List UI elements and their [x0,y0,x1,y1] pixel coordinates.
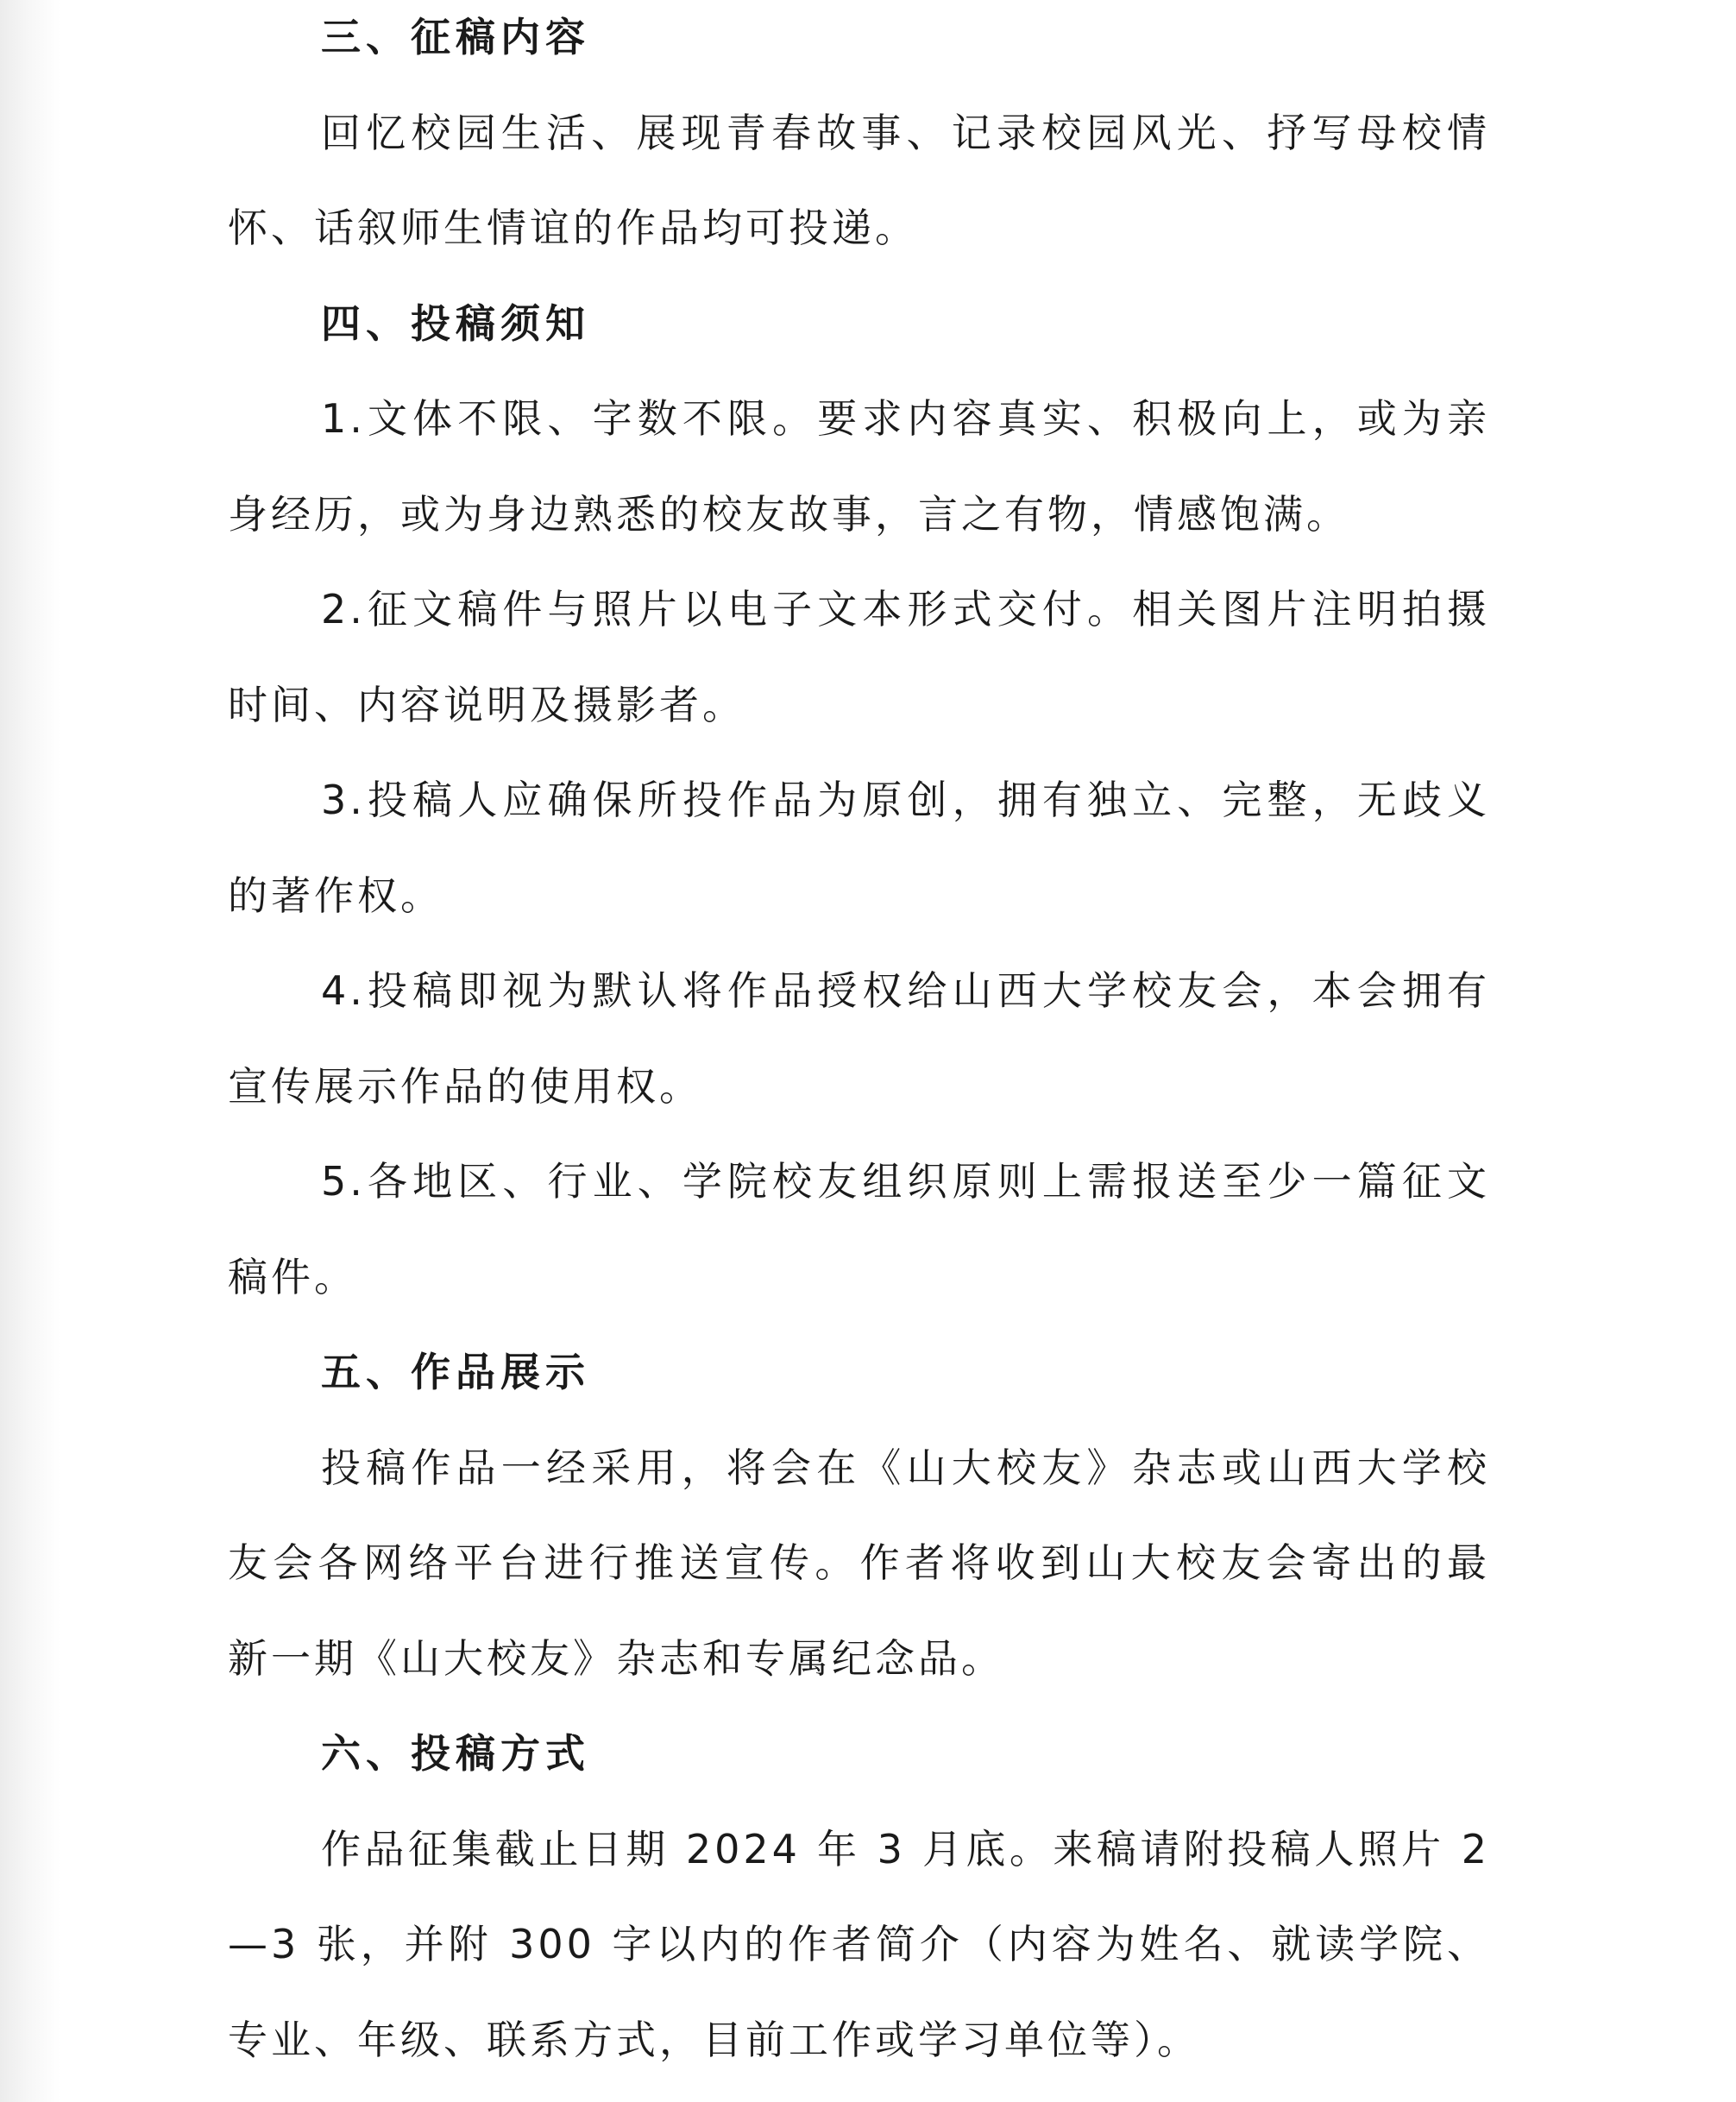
text-line: 怀、话叙师生情谊的作品均可投递。 [228,205,918,251]
text-line: 专业、年级、联系方式，目前工作或学习单位等）。 [228,2016,1200,2063]
paragraph [228,1802,1490,2088]
paragraph [228,1420,1490,1707]
text-line: 4.投稿即视为默认将作品授权给山西大学校友会，本会拥有 [321,967,1490,1014]
text-line: 身经历，或为身边熟悉的校友故事，言之有物，情感饱满。 [228,490,1349,538]
paragraph [228,85,1490,276]
text-line: 5.各地区、行业、学院校友组织原则上需报送至少一篇征文 [321,1158,1490,1205]
text-line: 的著作权。 [228,872,443,919]
text-line: 投稿作品一经采用，将会在《山大校友》杂志或山西大学校 [321,1444,1490,1491]
section-heading: 五、作品展示 [321,1349,590,1395]
paragraph [228,943,1490,1134]
section-heading: 三、征稿内容 [321,14,590,60]
text-line: —3 张，并附 300 字以内的作者简介（内容为姓名、就读学院、 [228,1921,1490,1967]
document-body [228,0,1490,2087]
text-line: 新一期《山大校友》杂志和专属纪念品。 [228,1634,1004,1682]
paragraph [228,752,1490,943]
text-line: 宣传展示作品的使用权。 [228,1062,702,1110]
paragraph [228,562,1490,752]
section-heading: 四、投稿须知 [321,299,590,347]
paragraph [228,1134,1490,1325]
text-line: 2.征文稿件与照片以电子文本形式交付。相关图片注明拍摄 [321,586,1490,632]
page-edge-shadow [0,0,60,2102]
text-line: 3.投稿人应确保所投作品为原创，拥有独立、完整，无歧义 [321,777,1490,823]
text-line: 作品征集截止日期 2024 年 3 月底。来稿请附投稿人照片 2 [321,1825,1490,1872]
text-line: 时间、内容说明及摄影者。 [228,681,745,728]
section-heading: 六、投稿方式 [321,1730,590,1777]
paragraph [228,371,1490,562]
text-line: 1.文体不限、字数不限。要求内容真实、积极向上，或为亲 [321,395,1490,442]
text-line: 回忆校园生活、展现青春故事、记录校园风光、抒写母校情 [321,109,1490,156]
text-line: 稿件。 [228,1253,357,1300]
text-line: 友会各网络平台进行推送宣传。作者将收到山大校友会寄出的最 [228,1539,1490,1586]
